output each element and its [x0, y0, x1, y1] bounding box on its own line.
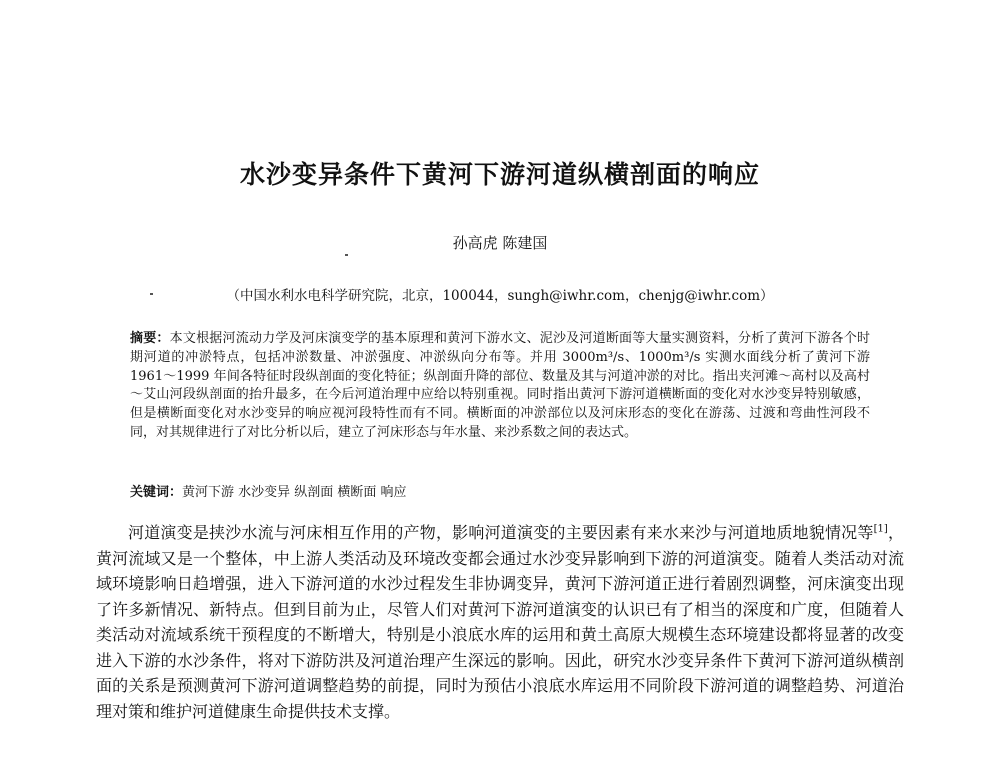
body-text-part1: 河道演变是挟沙水流与河床相互作用的产物，影响河道演变的主要因素有来水来沙与河道地质地貌情况等 — [128, 523, 874, 542]
abstract-text: 本文根据河流动力学及河床演变学的基本原理和黄河下游水文、泥沙及河道断面等大量实测资料，分析了黄河下游各个时期河道的冲淤特点，包括冲淤数量、冲淤强度、冲淤纵向分布等。并用 3000m³/s、1000m³/s 实测水面线分析了黄河下游 1961～1999 年间各特征时段纵剖面的变化特征；纵剖面升降的部位、数量及其与河道冲淤的对比。指出夹河滩～高村以及高村～艾山河段纵剖面的抬升最多，在今后河道治理中应给以特别重视。同时指出黄河下游河道横断面的变化对水沙变异特别敏感，但是横断面变化对水沙变异的响应视河段特性而有不同。横断面的冲淤部位以及河床形态的变化在游荡、过渡和弯曲性河段不同，对其规律进行了对比分析以后，建立了河床形态与年水量、来沙系数之间的表达式。 — [130, 331, 870, 440]
scan-speck — [345, 254, 348, 256]
paper-title: 水沙变异条件下黄河下游河道纵横剖面的响应 — [239, 160, 760, 189]
paper-authors: 孙高虎 陈建国 — [452, 234, 548, 252]
reference-marker[interactable]: [1] — [873, 523, 888, 535]
paper-affiliation: （中国水利水电科学研究院，北京，100044，sungh@iwhr.com，chenjg@iwhr.com） — [226, 288, 774, 304]
abstract-label: 摘要： — [130, 331, 170, 346]
body-paragraph — [96, 520, 904, 724]
keywords-text: 黄河下游 水沙变异 纵剖面 横断面 响应 — [182, 485, 407, 500]
keywords-line — [130, 481, 870, 500]
body-text-part2: ，黄河流域又是一个整体，中上游人类活动及环境改变都会通过水沙变异影响到下游的河道演变。随着人类活动对流域环境影响日趋增强，进入下游河道的水沙过程发生非协调变异，黄河下游河道正进行着剧烈调整，河床演变出现了许多新情况、新特点。但到目前为止，尽管人们对黄河下游河道演变的认识已有了相当的深度和广度，但随着人类活动对流域系统干预程度的不断增大，特别是小浪底水库的运用和黄土高原大规模生态环境建设都将显著的改变进入下游的水沙条件，将对下游防洪及河道治理产生深远的影响。因此，研究水沙变异条件下黄河下游河道纵横剖面的关系是预测黄河下游河道调整趋势的前提，同时为预估小浪底水库运用不同阶段下游河道的调整趋势、河道治理对策和维护河道健康生命提供技术支撑。 — [96, 523, 904, 721]
abstract-block — [130, 330, 870, 443]
keywords-label: 关键词： — [130, 485, 183, 500]
